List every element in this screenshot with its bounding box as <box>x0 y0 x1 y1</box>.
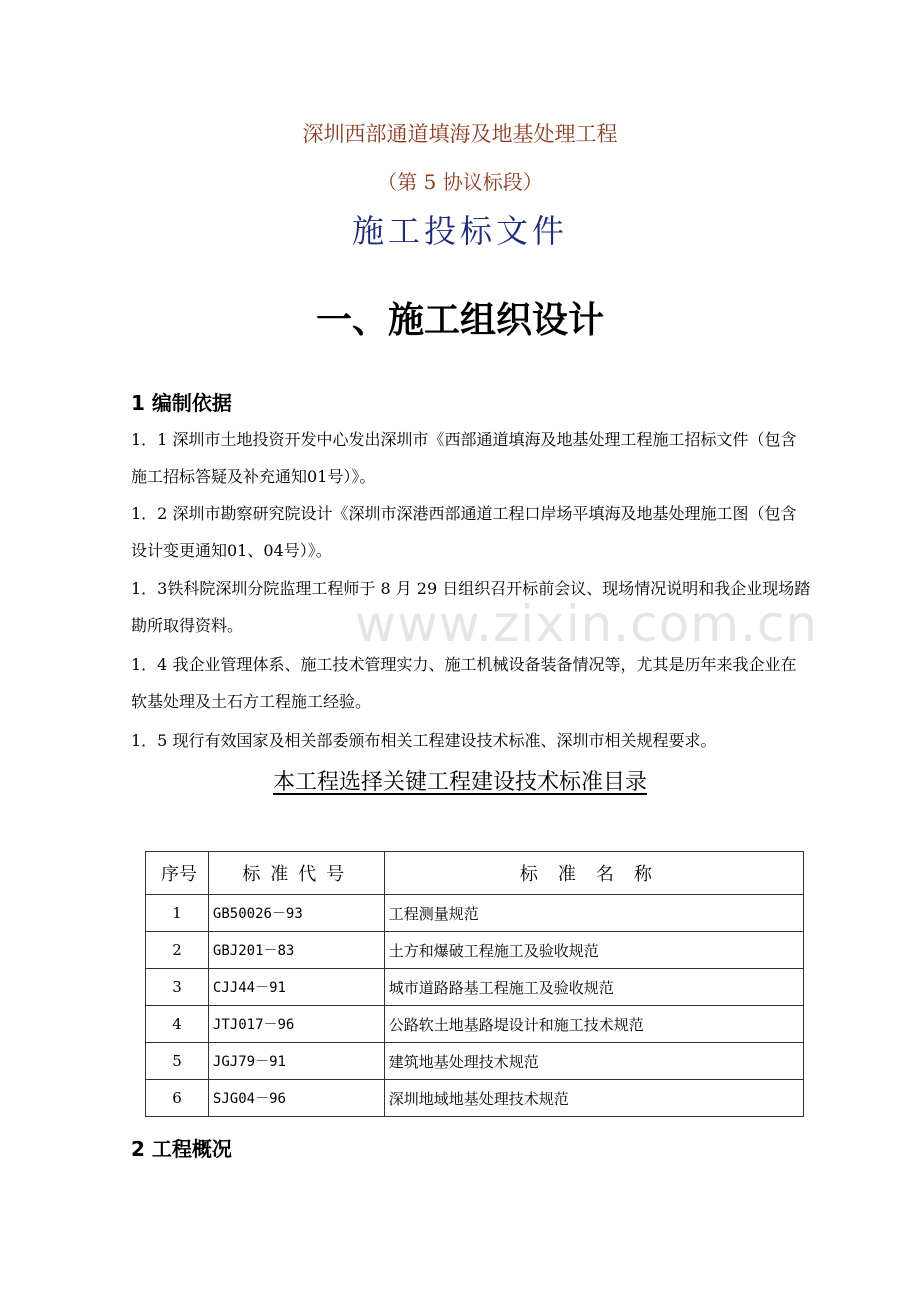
cell-name: 城市道路路基工程施工及验收规范 <box>384 969 803 1006</box>
table-row <box>146 932 804 969</box>
standards-table <box>145 851 804 1117</box>
section-heading: 2 工程概况 <box>131 1137 232 1161</box>
cell-no: 4 <box>146 1006 209 1043</box>
cell-no: 2 <box>146 932 209 969</box>
cell-no: 5 <box>146 1043 209 1080</box>
cell-no: 3 <box>146 969 209 1006</box>
table-row <box>146 969 804 1006</box>
watermark: www.zixin.com.cn <box>355 595 819 653</box>
cell-code: SJG04－96 <box>208 1080 384 1117</box>
cell-name: 深圳地域地基处理技术规范 <box>384 1080 803 1117</box>
cell-code: JTJ017－96 <box>208 1006 384 1043</box>
table-title: 本工程选择关键工程建设技术标准目录 <box>272 770 647 795</box>
cell-no: 6 <box>146 1080 209 1117</box>
cell-name: 工程测量规范 <box>384 895 803 932</box>
cell-code: JGJ79－91 <box>208 1043 384 1080</box>
cell-code: GB50026－93 <box>208 895 384 932</box>
paragraph: 1．2 深圳市勘察研究院设计《深圳市深港西部通道工程口岸场平填海及地基处理施工图（包含设计变更通知01、04号）》。 <box>131 504 797 560</box>
table-row <box>146 1043 804 1080</box>
paragraph: 1．4 我企业管理体系、施工技术管理实力、施工机械设备装备情况等，尤其是历年来我企业在软基处理及土石方工程施工经验。 <box>131 655 797 711</box>
table-row <box>146 895 804 932</box>
section-heading: 1 编制依据 <box>131 391 232 415</box>
table-row <box>146 1080 804 1117</box>
cell-code: GBJ201－83 <box>208 932 384 969</box>
project-title: 深圳西部通道填海及地基处理工程 <box>302 122 618 146</box>
paragraph: 1．1 深圳市土地投资开发中心发出深圳市《西部通道填海及地基处理工程施工招标文件（包含施工招标答疑及补充通知01号）》。 <box>131 430 797 486</box>
column-header-name: 标准名称 <box>384 852 803 895</box>
chapter-heading: 一、施工组织设计 <box>315 300 604 341</box>
cell-no: 1 <box>146 895 209 932</box>
cell-name: 土方和爆破工程施工及验收规范 <box>384 932 803 969</box>
table-row <box>146 1006 804 1043</box>
paragraph: 1．3铁科院深圳分院监理工程师于 8 月 29 日组织召开标前会议、现场情况说明和我企业现场踏勘所取得资料。 <box>131 579 811 635</box>
section-subtitle: （第 5 协议标段） <box>377 170 543 194</box>
table-header-row <box>146 852 804 895</box>
column-header-code: 标准代号 <box>208 852 384 895</box>
cell-name: 建筑地基处理技术规范 <box>384 1043 803 1080</box>
document-title: 施工投标文件 <box>351 212 568 250</box>
cell-name: 公路软土地基路堤设计和施工技术规范 <box>384 1006 803 1043</box>
cell-code: CJJ44－91 <box>208 969 384 1006</box>
paragraph: 1．5 现行有效国家及相关部委颁布相关工程建设技术标准、深圳市相关规程要求。 <box>131 731 717 750</box>
column-header-no: 序号 <box>146 852 209 895</box>
